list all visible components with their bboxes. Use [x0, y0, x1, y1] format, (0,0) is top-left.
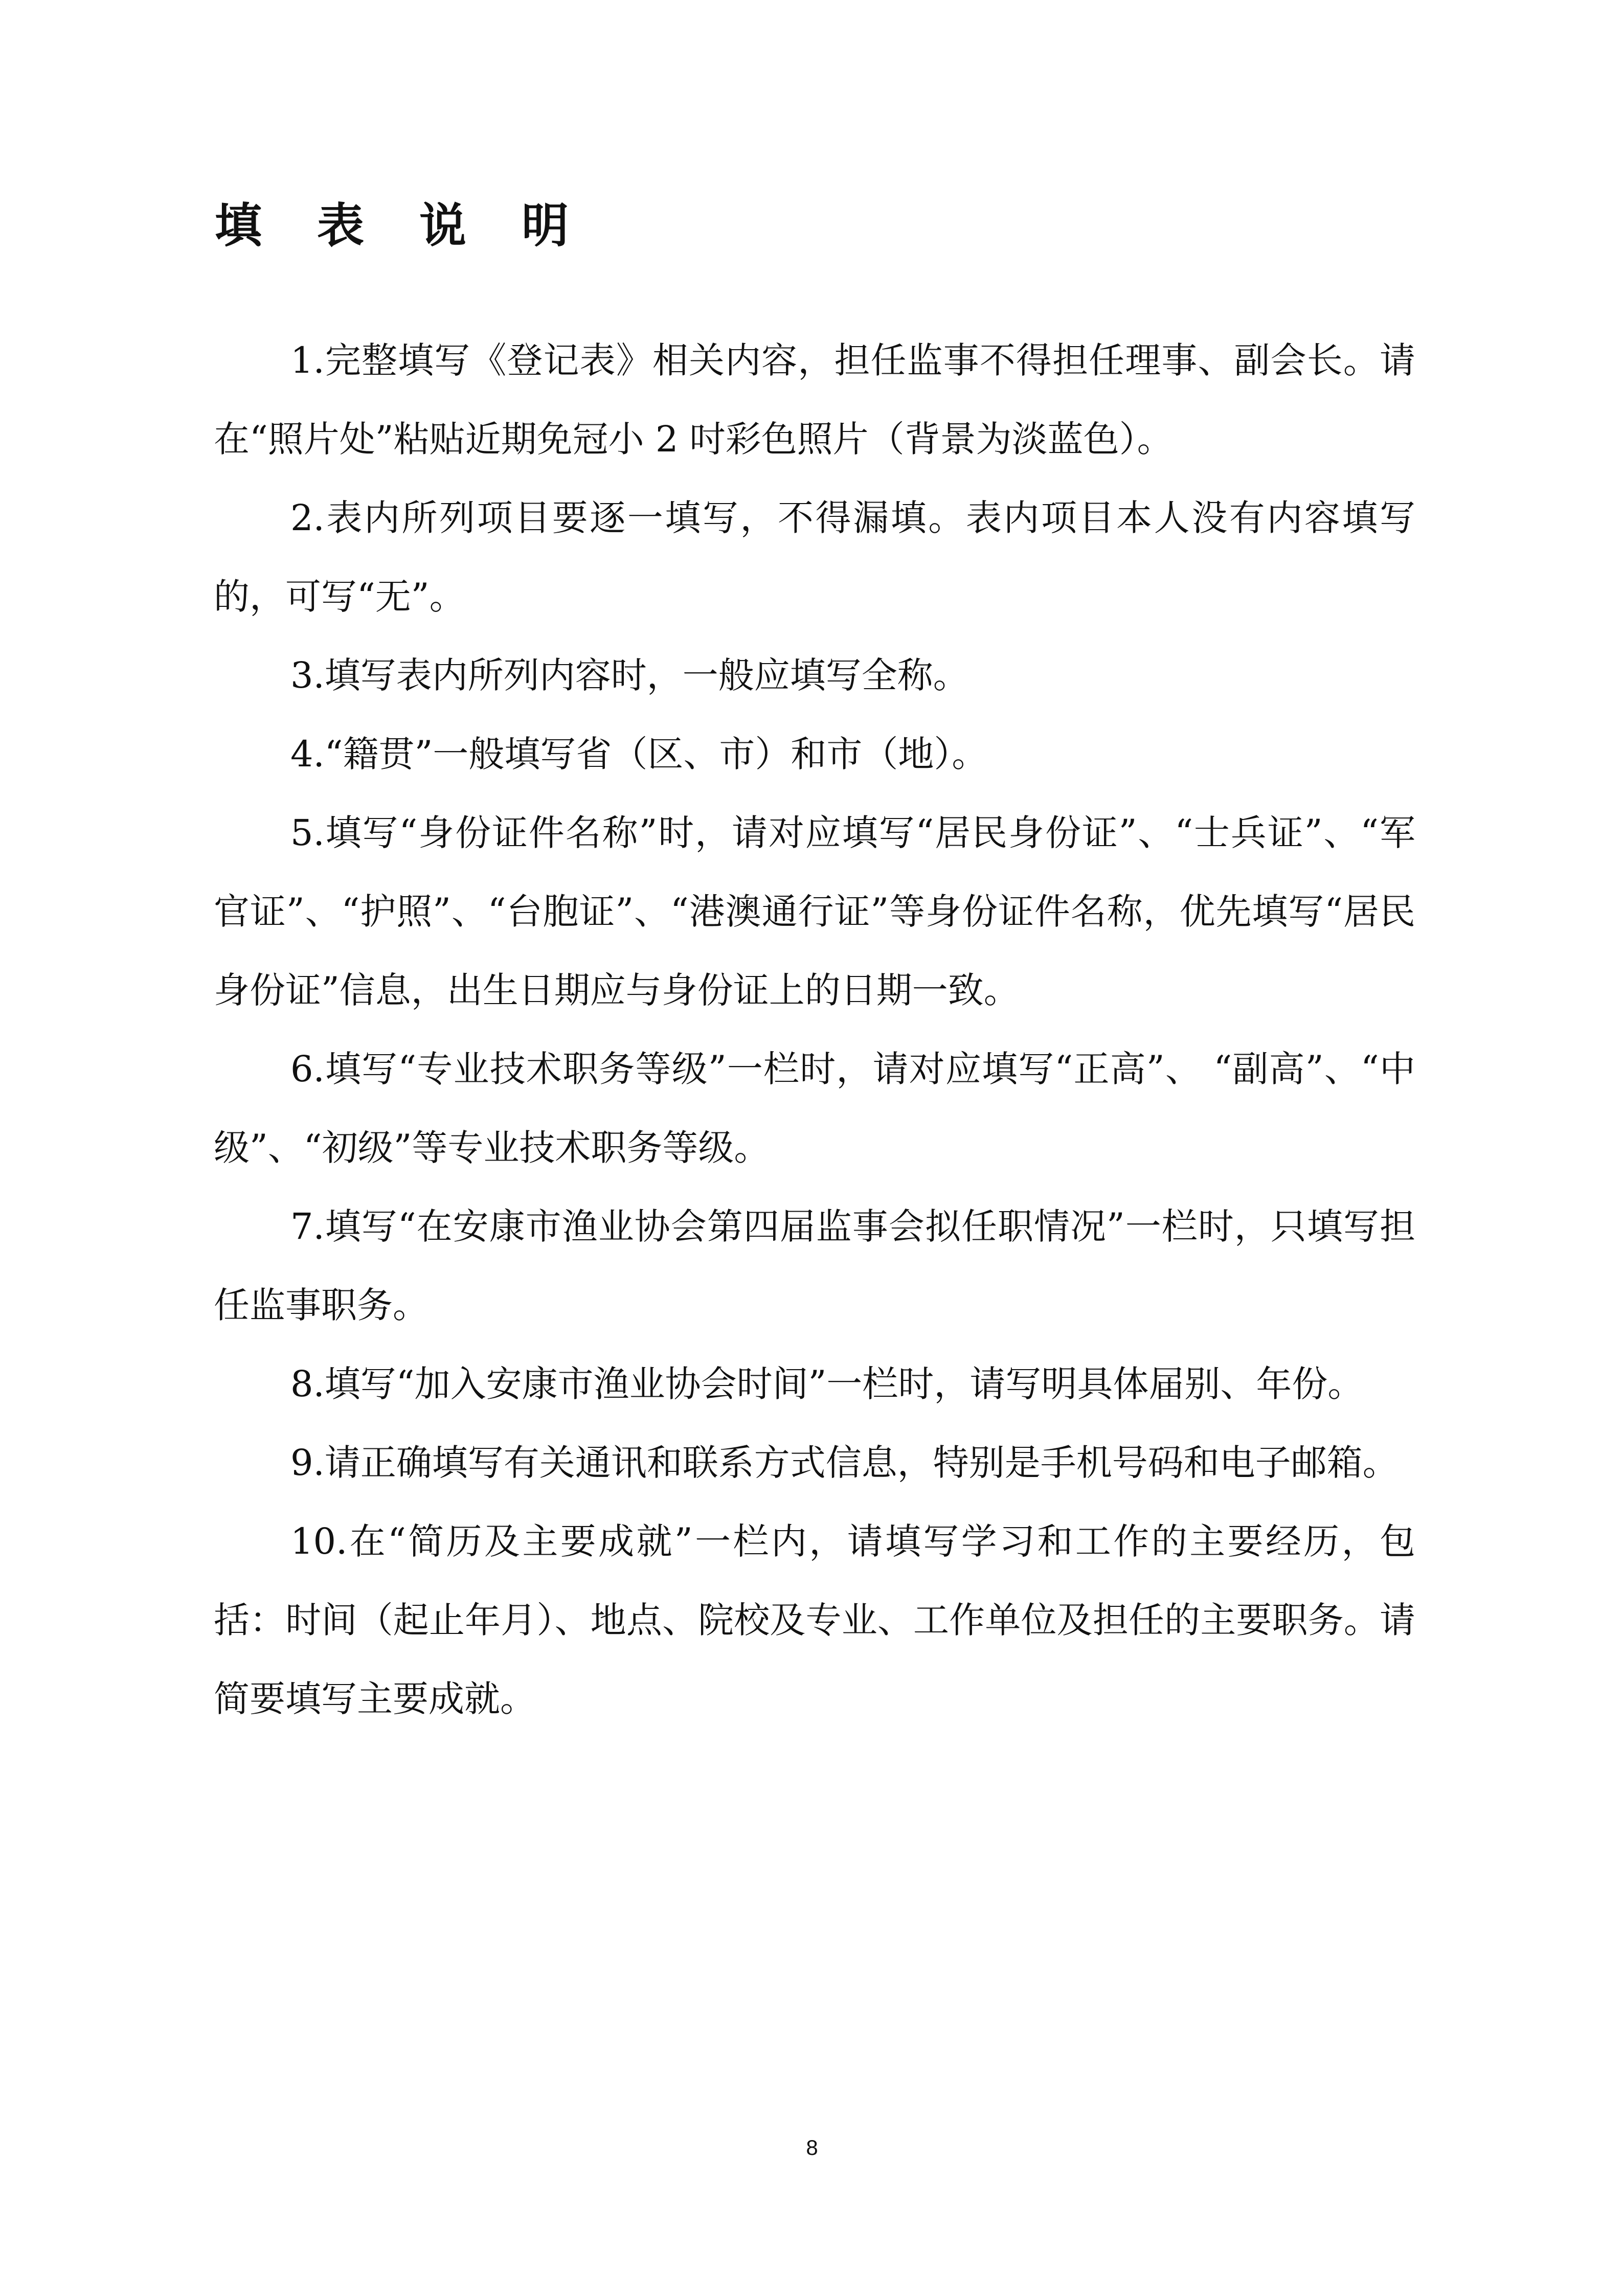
page-title: 填 表 说 明: [215, 198, 589, 253]
instruction-paragraph-1: 1.完整填写《登记表》相关内容，担任监事不得担任理事、副会长。请在“照片处”粘贴近期免冠小 2 吋彩色照片（背景为淡蓝色）。: [214, 339, 1415, 460]
instruction-paragraph-9: 9.请正确填写有关通讯和联系方式信息，特别是手机号码和电子邮箱。: [290, 1442, 1399, 1484]
instruction-paragraph-6: 6.填写“专业技术职务等级”一栏时，请对应填写“正高”、 “副高”、“中级”、“初级”等专业技术职务等级。: [214, 1048, 1415, 1169]
instruction-paragraph-3: 3.填写表内所列内容时，一般应填写全称。: [290, 654, 969, 696]
instruction-paragraph-8: 8.填写“加入安康市渔业协会时间”一栏时，请写明具体届别、年份。: [290, 1363, 1364, 1405]
instruction-paragraph-2: 2.表内所列项目要逐一填写，不得漏填。表内项目本人没有内容填写的，可写“无”。: [214, 497, 1415, 618]
instructions-content: [214, 321, 1415, 1738]
instruction-paragraph-5: 5.填写“身份证件名称”时，请对应填写“居民身份证”、“士兵证”、“军官证”、“护照”、“台胞证”、“港澳通行证”等身份证件名称，优先填写“居民身份证”信息，出生日期应与身份证上的日期一致。: [214, 812, 1415, 1011]
page-number: 8: [806, 2135, 818, 2159]
instruction-paragraph-7: 7.填写“在安康市渔业协会第四届监事会拟任职情况”一栏时，只填写担任监事职务。: [214, 1206, 1415, 1326]
instruction-paragraph-10: 10.在“简历及主要成就”一栏内，请填写学习和工作的主要经历，包括：时间（起止年月）、地点、院校及专业、工作单位及担任的主要职务。请简要填写主要成就。: [214, 1520, 1415, 1720]
instruction-paragraph-4: 4.“籍贯”一般填写省（区、市）和市（地）。: [290, 733, 988, 775]
